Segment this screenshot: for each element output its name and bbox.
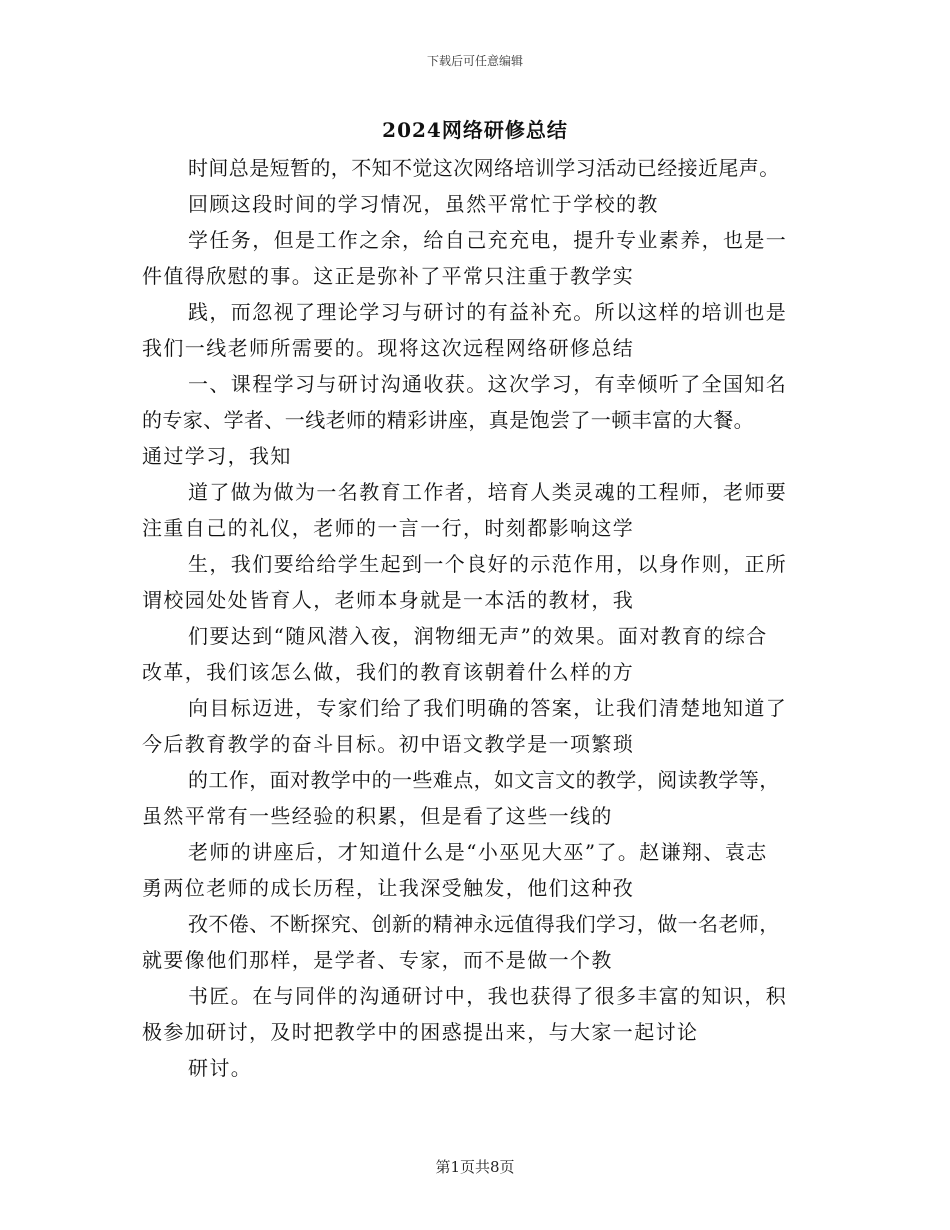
body-line: 书匠。在与同伴的沟通研讨中，我也获得了很多丰富的知识，积 [188, 984, 788, 1008]
body-line: 改革，我们该怎么做，我们的教育该朝着什么样的方 [142, 660, 635, 684]
body-line: 回顾这段时间的学习情况，虽然平常忙于学校的教 [188, 192, 659, 216]
body-line: 孜不倦、不断探究、创新的精神永远值得我们学习，做一名老师， [188, 912, 780, 936]
body-line: 就要像他们那样，是学者、专家，而不是做一个教 [142, 948, 613, 972]
body-line: 一、课程学习与研讨沟通收获。这次学习，有幸倾听了全国知名 [188, 372, 788, 396]
body-line: 学任务，但是工作之余，给自己充充电，提升专业素养，也是一 [188, 228, 788, 252]
body-line: 的工作，面对教学中的一些难点，如文言文的教学，阅读教学等， [188, 768, 780, 792]
header-note: 下载后可任意编辑 [426, 54, 523, 68]
document-title: 2024网络研修总结 [382, 118, 568, 142]
body-line: 践，而忽视了理论学习与研讨的有益补充。所以这样的培训也是 [188, 300, 788, 324]
body-line: 谓校园处处皆育人，老师本身就是一本活的教材，我 [142, 588, 635, 612]
body-line: 极参加研讨，及时把教学中的困惑提出来，与大家一起讨论 [142, 1020, 699, 1044]
body-line: 今后教育教学的奋斗目标。初中语文教学是一项繁琐 [142, 732, 635, 756]
document-body [142, 150, 822, 1086]
body-line: 注重自己的礼仪，老师的一言一行，时刻都影响这学 [142, 516, 635, 540]
body-line: 时间总是短暂的，不知不觉这次网络培训学习活动已经接近尾声。 [188, 156, 780, 180]
body-line: 们要达到“随风潜入夜，润物细无声”的效果。面对教育的综合 [188, 624, 768, 648]
body-line: 的专家、学者、一线老师的精彩讲座，真是饱尝了一顿丰富的大餐。 [142, 408, 754, 432]
body-line: 生，我们要给给学生起到一个良好的示范作用，以身作则，正所 [188, 552, 788, 576]
body-line: 件值得欣慰的事。这正是弥补了平常只注重于教学实 [142, 264, 635, 288]
body-line: 老师的讲座后，才知道什么是“小巫见大巫”了。赵谦翔、袁志 [188, 840, 768, 864]
body-line: 虽然平常有一些经验的积累，但是看了这些一线的 [142, 804, 613, 828]
body-line: 道了做为做为一名教育工作者，培育人类灵魂的工程师，老师要 [188, 480, 788, 504]
body-line: 向目标迈进，专家们给了我们明确的答案，让我们清楚地知道了 [188, 696, 788, 720]
body-line: 我们一线老师所需要的。现将这次远程网络研修总结 [142, 336, 635, 360]
body-line: 通过学习，我知 [142, 444, 292, 468]
body-line: 研讨。 [188, 1056, 253, 1080]
page-number: 第1页共8页 [435, 1158, 515, 1176]
body-line: 勇两位老师的成长历程，让我深受触发，他们这种孜 [142, 876, 635, 900]
